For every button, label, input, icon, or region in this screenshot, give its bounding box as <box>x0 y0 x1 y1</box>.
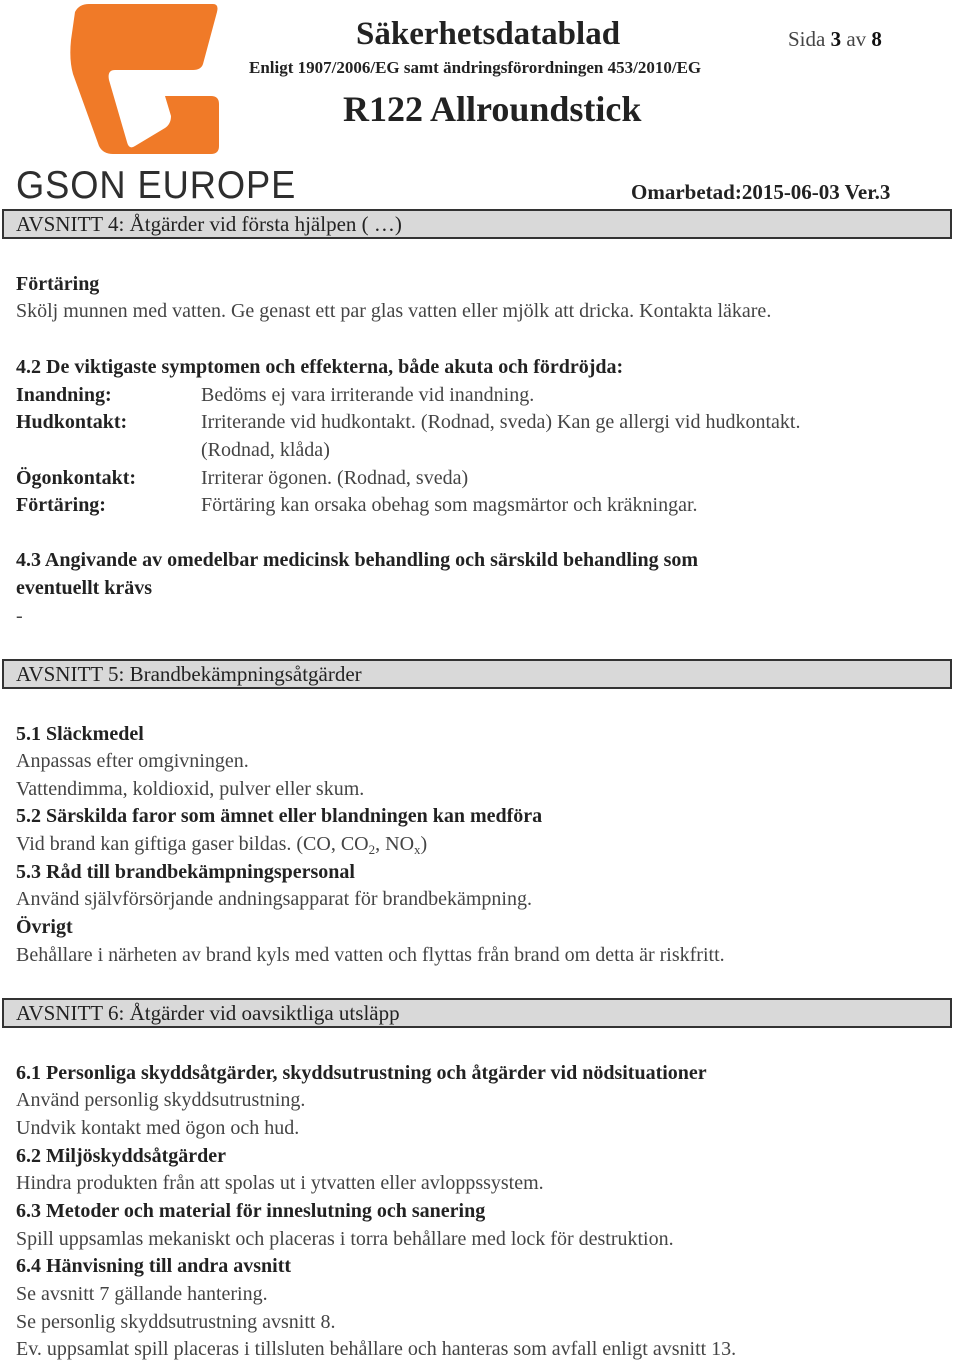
subsection-5-1-heading: 5.1 Släckmedel <box>16 723 144 745</box>
subsection-6-4-text: Ev. uppsamlat spill placeras i tillsluten behållare och hanteras som avfall enligt avsnitt 13. <box>16 1338 737 1360</box>
symptom-text: Irriterande vid hudkontakt. (Rodnad, sveda) Kan ge allergi vid hudkontakt. <box>201 411 801 433</box>
subsection-6-3-text: Spill uppsamlas mekaniskt och placeras i torra behållare med lock för destruktion. <box>16 1228 674 1250</box>
section-5-heading: AVSNITT 5: Brandbekämpningsåtgärder <box>2 659 952 689</box>
subsection-6-1-heading: 6.1 Personliga skyddsåtgärder, skyddsutrustning och åtgärder vid nödsituationer <box>16 1062 707 1084</box>
other-text: Behållare i närheten av brand kyls med vatten och flyttas från brand om detta är riskfritt. <box>16 944 725 966</box>
symptom-text: Förtäring kan orsaka obehag som magsmärtor och kräkningar. <box>201 494 698 516</box>
subsection-5-2-text: Vid brand kan giftiga gaser bildas. (CO, $CO_2$, $NO_x$) <box>16 833 428 857</box>
product-name: R122 Allroundstick <box>343 89 642 129</box>
section-6-heading: AVSNITT 6: Åtgärder vid oavsiktliga utsläpp <box>2 998 952 1028</box>
subsection-5-1-text: Vattendimma, koldioxid, pulver eller skum. <box>16 778 365 800</box>
logo-mark <box>70 4 219 154</box>
symptom-label: Ögonkontakt: <box>16 467 137 489</box>
subsection-6-2-heading: 6.2 Miljöskyddsåtgärder <box>16 1145 226 1167</box>
ingestion-heading: Förtäring <box>16 273 100 295</box>
symptom-text: Irriterar ögonen. (Rodnad, sveda) <box>201 467 469 489</box>
subsection-6-1-text: Undvik kontakt med ögon och hud. <box>16 1117 300 1139</box>
subsection-6-3-heading: 6.3 Metoder och material för inneslutning och sanering <box>16 1200 486 1222</box>
subsection-4-3-heading: 4.3 Angivande av omedelbar medicinsk behandling och särskild behandling som <box>16 549 699 571</box>
symptom-label: Hudkontakt: <box>16 411 128 433</box>
document-title: Säkerhetsdatablad <box>356 16 621 52</box>
symptom-text: Bedöms ej vara irriterande vid inandning. <box>201 384 535 406</box>
subsection-5-2-heading: 5.2 Särskilda faror som ämnet eller blandningen kan medföra <box>16 805 543 827</box>
symptom-label: Förtäring: <box>16 494 106 516</box>
subsection-6-1-text: Använd personlig skyddsutrustning. <box>16 1089 306 1111</box>
subsection-4-3-text: - <box>16 605 23 627</box>
subsection-6-4-text: Se avsnitt 7 gällande hantering. <box>16 1283 268 1305</box>
symptom-label: Inandning: <box>16 384 112 406</box>
section-4-heading: AVSNITT 4: Åtgärder vid första hjälpen ( …) <box>2 209 952 239</box>
subsection-4-3-heading-continued: eventuellt krävs <box>16 577 153 599</box>
subsection-4-2-heading: 4.2 De viktigaste symptomen och effekterna, både akuta och fördröjda: <box>16 356 624 378</box>
subsection-6-4-text: Se personlig skyddsutrustning avsnitt 8. <box>16 1311 336 1333</box>
logo-text: GSON EUROPE <box>16 164 297 207</box>
regulation-line: Enligt 1907/2006/EG samt ändringsförordningen 453/2010/EG <box>249 58 702 77</box>
revision-date: Omarbetad:2015-06-03 Ver.3 <box>631 180 891 204</box>
page-number: Sida 3 av 8 <box>788 27 882 51</box>
ingestion-text: Skölj munnen med vatten. Ge genast ett par glas vatten eller mjölk att dricka. Kontakta läkare. <box>16 300 772 322</box>
subsection-6-2-text: Hindra produkten från att spolas ut i ytvatten eller avloppssystem. <box>16 1172 544 1194</box>
other-heading: Övrigt <box>16 916 73 938</box>
subsection-5-1-text: Anpassas efter omgivningen. <box>16 750 249 772</box>
subsection-5-3-heading: 5.3 Råd till brandbekämpningspersonal <box>16 861 355 883</box>
symptom-text-continued: (Rodnad, klåda) <box>201 439 330 461</box>
subsection-6-4-heading: 6.4 Hänvisning till andra avsnitt <box>16 1255 292 1277</box>
subsection-5-3-text: Använd självförsörjande andningsapparat för brandbekämpning. <box>16 888 532 910</box>
